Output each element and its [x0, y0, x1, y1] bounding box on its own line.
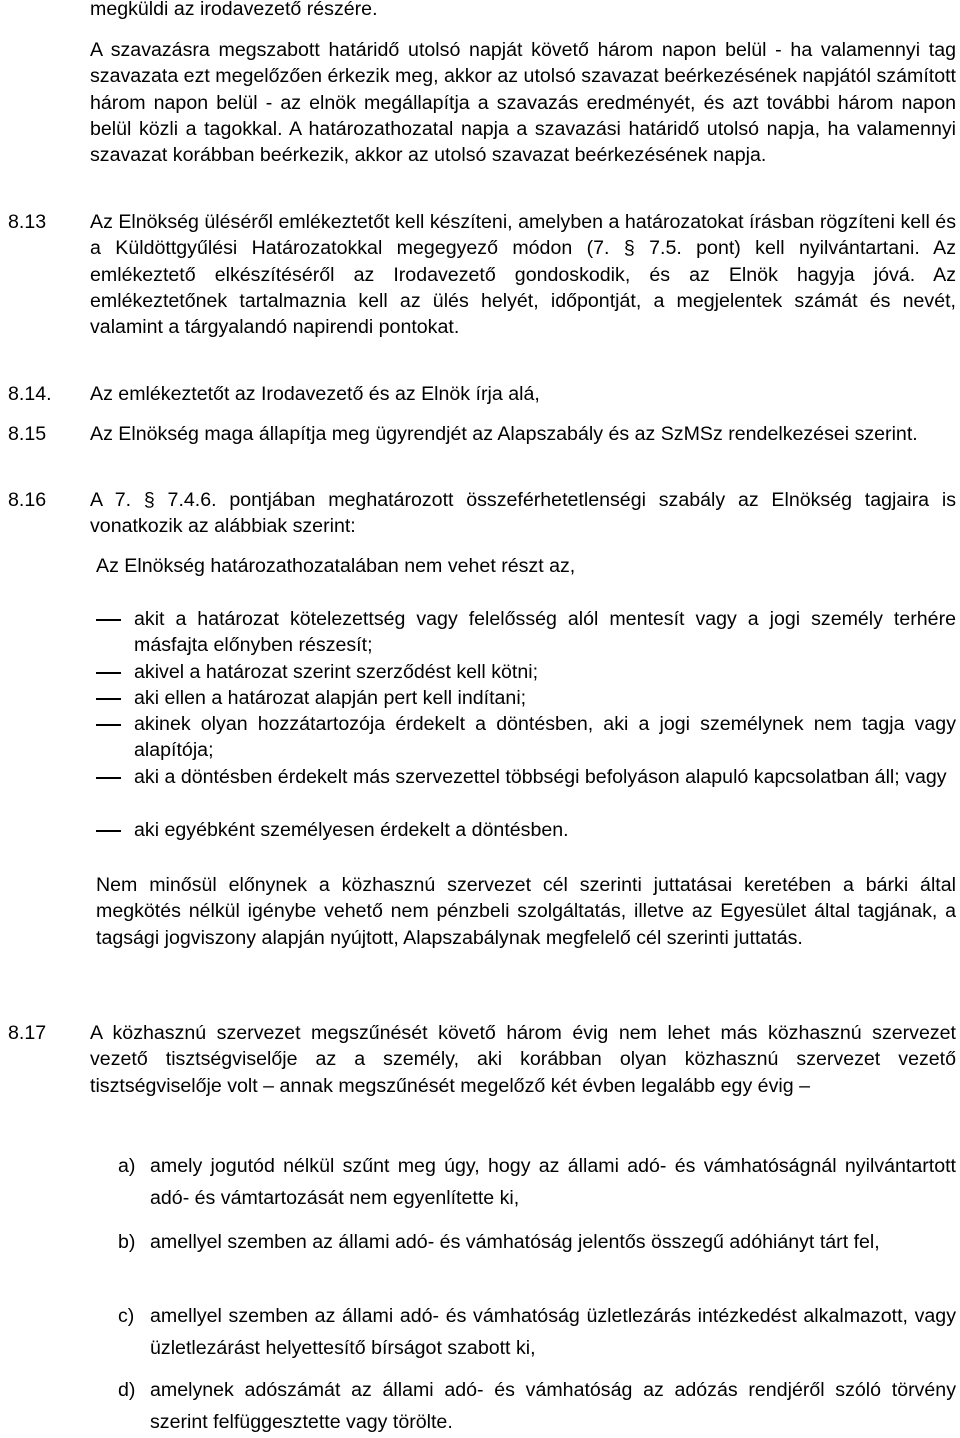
- section-8-16-text: A 7. § 7.4.6. pontjában meghatározott összeférhetetlenségi szabály az Elnökség tagjaira is vonatkozik az alábbiak szerint:: [90, 489, 956, 538]
- sub-item-text: amelynek adószámát az állami adó- és vámhatóság az adózás rendjéről szóló törvény szerint felfüggesztette vagy törölte.: [150, 1379, 956, 1433]
- top-line: megküldi az irodavezető részére.: [90, 0, 378, 20]
- sub-item-text: amely jogutód nélkül szűnt meg úgy, hogy az állami adó- és vámhatóságnál nyilvántartott adó- és vámtartozását nem egyenlítette ki,: [150, 1155, 956, 1209]
- section-8-13-text: Az Elnökség üléséről emlékeztetőt kell készíteni, amelyben a határozatokat írásban rögzíteni kell és a Küldöttgyűlési Határozatokkal megegyező módon (7. § 7.5. pont) kell nyilvántartani. Az emlékeztető elkészítéséről az Irodavezető gondoskodik, és az Elnök hagyja jóvá. Az emlékeztetőnek tartalmaznia kell az ülés helyét, időpontját, a megjelentek számát és nevét, valamint a tárgyalandó napirendi pontokat.: [90, 211, 956, 339]
- section-number-8-16: 8.16: [8, 489, 47, 511]
- list-item: akivel a határozat szerint szerződést kell kötni;: [134, 661, 539, 683]
- dash-bullet-icon: [96, 724, 121, 726]
- section-number-8-13: 8.13: [8, 211, 47, 233]
- sub-item-text: amellyel szemben az állami adó- és vámhatóság üzletlezárás intézkedést alkalmazott, vagy üzletlezárást helyettesítő bírságot szabott ki,: [150, 1305, 956, 1359]
- section-number-8-15: 8.15: [8, 423, 47, 445]
- dash-bullet-icon: [96, 777, 121, 779]
- dash-bullet-icon: [96, 830, 121, 832]
- list-item: aki egyébként személyesen érdekelt a döntésben.: [134, 819, 569, 841]
- paragraph-vote-result: A szavazásra megszabott határidő utolsó napját követő három napon belül - ha valamennyi tag szavazata ezt megelőzően érkezik meg, akkor az utolsó szavazat beérkezésének napjától számított három napon belül - az elnök megállapítja a szavazás eredményét, és azt további három napon belül közli a tagokkal. A határozathozatal napja a szavazási határidő utolsó napja, ha valamennyi szavazat korábban beérkezik, akkor az utolsó szavazat beérkezésének napja.: [90, 39, 956, 167]
- list-item: akinek olyan hozzátartozója érdekelt a döntésben, aki a jogi személynek nem tagja vagy alapítója;: [134, 713, 956, 762]
- dash-bullet-icon: [96, 698, 121, 700]
- section-8-14-text: Az emlékeztetőt az Irodavezető és az Elnök írja alá,: [90, 383, 540, 405]
- list-item: aki a döntésben érdekelt más szervezettel többségi befolyáson alapuló kapcsolatban áll; vagy: [134, 766, 947, 788]
- section-number-8-14: 8.14.: [8, 383, 52, 405]
- section-8-15-text: Az Elnökség maga állapítja meg ügyrendjét az Alapszabály és az SzMSz rendelkezései szerint.: [90, 423, 918, 445]
- dash-bullet-icon: [96, 619, 121, 621]
- sub-item-label: c): [118, 1305, 135, 1327]
- list-item: aki ellen a határozat alapján pert kell indítani;: [134, 687, 527, 709]
- sub-item-label: a): [118, 1155, 136, 1177]
- dash-bullet-icon: [96, 672, 121, 674]
- section-number-8-17: 8.17: [8, 1022, 47, 1044]
- sub-item-text: amellyel szemben az állami adó- és vámhatóság jelentős összegű adóhiányt tárt fel,: [150, 1231, 880, 1253]
- section-8-16-closing: Nem minősül előnynek a közhasznú szervezet cél szerinti juttatásai keretében a bárki által megkötés nélkül igénybe vehető nem pénzbeli szolgáltatás, illetve az Egyesület által tagjának, a tagsági jogviszony alapján nyújtott, Alapszabálynak megfelelő cél szerinti juttatás.: [96, 874, 956, 949]
- sub-item-label: d): [118, 1379, 136, 1401]
- list-item: akit a határozat kötelezettség vagy felelősség alól mentesít vagy a jogi személy terhére másfajta előnyben részesít;: [134, 608, 956, 657]
- section-8-17-text: A közhasznú szervezet megszűnését követő három évig nem lehet más közhasznú szervezet vezető tisztségviselője az a személy, aki korábban olyan közhasznú szervezet vezető tisztségviselője volt – annak megszűnését megelőző két évben legalább egy évig –: [90, 1022, 956, 1097]
- sub-item-label: b): [118, 1231, 136, 1253]
- section-8-16-intro: Az Elnökség határozathozatalában nem vehet részt az,: [96, 555, 576, 577]
